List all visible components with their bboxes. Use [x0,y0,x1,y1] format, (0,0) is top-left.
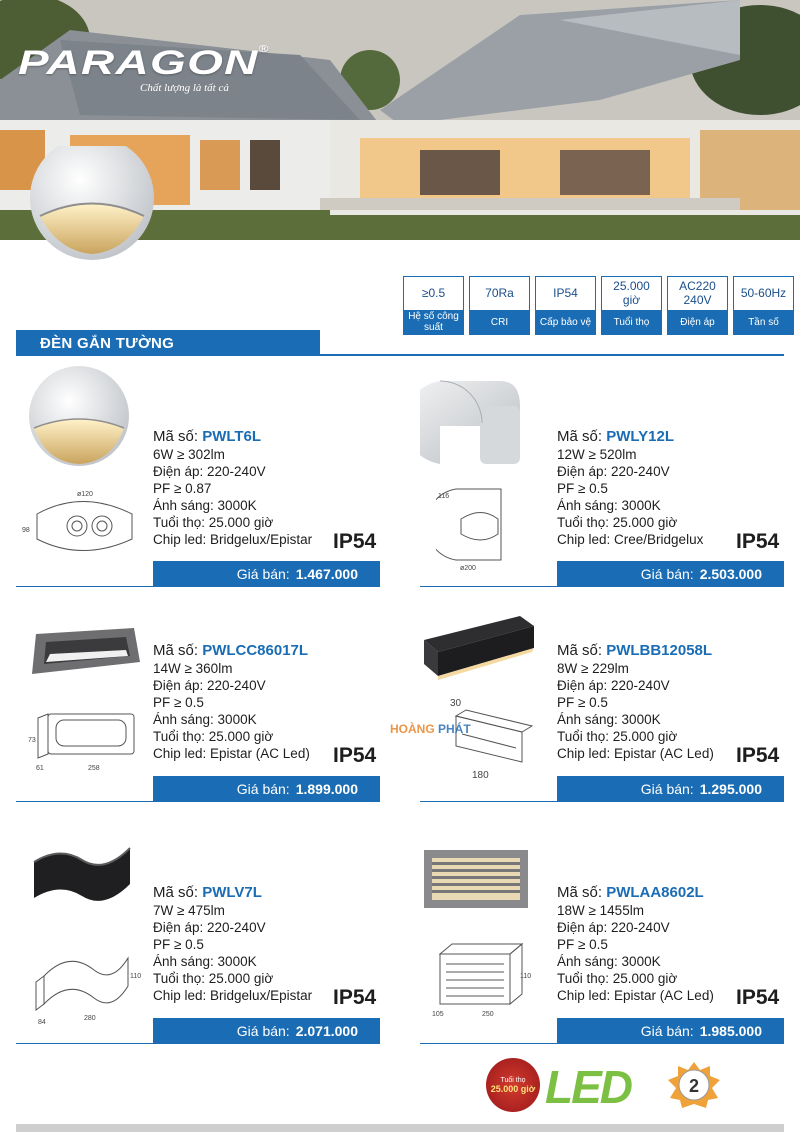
product-light: Ánh sáng: 3000K [153,712,257,727]
price-value: 2.071.000 [295,1023,358,1039]
dim-label: 116 [438,493,450,500]
price-bar [153,1018,380,1044]
product-life: Tuổi thọ: 25.000 giờ [557,971,678,986]
registered-mark: ® [258,44,270,55]
code-value: PWLCC86017L [202,642,309,659]
code-label: Mã số: [557,884,603,901]
dim-label: 73 [28,737,36,744]
dim-label: 250 [482,1011,494,1018]
product-info-pwlt6l [153,428,312,548]
lifetime-badge-label: Tuổi thọ [500,1077,526,1084]
led-logo: LED [545,1061,631,1113]
code-value: PWLV7L [202,884,262,901]
dim-label: ø120 [77,491,93,498]
product-pf: PF ≥ 0.5 [153,937,204,952]
product-voltage: Điện áp: 220-240V [153,464,266,479]
section-divider [16,354,784,356]
product-life: Tuổi thọ: 25.000 giờ [153,971,274,986]
product-code [153,884,312,901]
price-value: 2.503.000 [699,566,762,582]
product-image-pwlcc86017l [28,624,142,682]
product-code [557,884,714,901]
dim-label: 180 [472,770,489,781]
code-label: Mã số: [153,642,199,659]
dim-label: 105 [432,1011,444,1018]
price-label: Giá bán: [236,1023,290,1039]
price-bar [557,1018,784,1044]
brand-logo-text: PARAGON [18,44,259,82]
price-underline [420,1043,784,1044]
price-value: 1.985.000 [699,1023,762,1039]
spec-value: ≥0.5 [421,285,446,300]
watermark-left: HOÀNG [390,722,435,736]
lifetime-badge [486,1058,540,1112]
product-image-pwlbb12058l [420,614,536,684]
product-info-pwlv7l [153,884,312,1004]
warranty-years-badge [666,1060,722,1110]
code-label: Mã số: [153,428,199,445]
footer-bar [16,1124,784,1132]
product-voltage: Điện áp: 220-240V [153,678,266,693]
price-bar [557,776,784,802]
lifetime-badge-hours: 25.000 giờ [490,1084,536,1094]
product-chip: Chip led: Bridgelux/Epistar [153,532,313,547]
price-label: Giá bán: [640,781,694,797]
spec-power-factor [403,276,464,335]
product-life: Tuổi thọ: 25.000 giờ [153,729,274,744]
dim-label: 258 [88,765,100,772]
product-info-pwly12l [557,428,703,548]
code-label: Mã số: [153,884,199,901]
product-light: Ánh sáng: 3000K [557,712,661,727]
code-label: Mã số: [557,428,603,445]
diagram-pwly12l [436,484,526,570]
product-code [153,428,312,445]
spec-cri [469,276,530,335]
brand-logo [18,44,270,83]
product-image-pwlaa8602l [420,846,532,912]
price-value: 1.295.000 [699,781,762,797]
spec-label: Hệ số công suất [404,310,463,334]
product-voltage: Điện áp: 220-240V [557,678,670,693]
code-value: PWLBB12058L [606,642,713,659]
watermark [390,722,471,736]
price-label: Giá bán: [640,566,694,582]
ip-rating: IP54 [736,986,780,1009]
diagram-pwlaa8602l [426,934,542,1026]
spec-lifetime [601,276,662,335]
diagram-pwlbb12058l [436,696,536,782]
spec-value: 70Ra [485,285,514,300]
product-pf: PF ≥ 0.5 [557,481,608,496]
price-bar [153,561,380,587]
ip-rating: IP54 [333,744,377,767]
spec-frequency [733,276,794,335]
spec-label: Cấp bảo vệ [536,310,595,334]
spec-voltage [667,276,728,335]
product-life: Tuổi thọ: 25.000 giờ [557,729,678,744]
spec-label: Điện áp [668,310,727,334]
product-chip: Chip led: Bridgelux/Epistar [153,988,313,1003]
brand-tagline: Chất lượng là tất cả [140,82,229,94]
code-label: Mã số: [557,642,603,659]
watermark-right: PHÁT [438,722,471,736]
spec-value: IP54 [553,285,578,300]
code-value: PWLT6L [202,428,262,445]
ip-rating: IP54 [736,744,780,767]
dim-label: 280 [84,1015,96,1022]
product-pf: PF ≥ 0.5 [153,695,204,710]
product-code [557,642,714,659]
product-light: Ánh sáng: 3000K [153,954,257,969]
ip-rating: IP54 [333,986,377,1009]
spec-ip-rating [535,276,596,335]
dim-label: 110 [520,973,532,980]
product-light: Ánh sáng: 3000K [557,954,661,969]
dim-label: 98 [22,527,30,534]
price-underline [420,586,784,587]
product-voltage: Điện áp: 220-240V [153,920,266,935]
product-image-pwlv7l [30,840,134,912]
product-code [153,642,310,659]
price-label: Giá bán: [236,781,290,797]
price-bar [153,776,380,802]
product-light: Ánh sáng: 3000K [153,498,257,513]
price-label: Giá bán: [640,1023,694,1039]
price-label: Giá bán: [236,566,290,582]
diagram-pwlt6l [22,484,142,564]
product-pf: PF ≥ 0.87 [153,481,212,496]
section-title: ĐÈN GẮN TƯỜNG [40,335,175,352]
product-power: 12W ≥ 520lm [557,447,637,462]
product-chip: Chip led: Epistar (AC Led) [557,746,714,761]
product-power: 18W ≥ 1455lm [557,903,644,918]
spec-value: 50-60Hz [740,285,787,300]
diagram-pwlcc86017l [28,700,140,778]
product-power: 7W ≥ 475lm [153,903,225,918]
product-chip: Chip led: Epistar (AC Led) [557,988,714,1003]
price-bar [557,561,784,587]
product-info-pwlaa8602l [557,884,714,1004]
price-underline [16,801,380,802]
price-underline [16,1043,380,1044]
product-image-pwly12l [420,376,530,468]
product-life: Tuổi thọ: 25.000 giờ [557,515,678,530]
price-underline [16,586,380,587]
code-value: PWLY12L [606,428,674,445]
product-info-pwlbb12058l [557,642,714,762]
spec-label: Tần số [734,310,793,334]
product-pf: PF ≥ 0.5 [557,937,608,952]
ip-rating: IP54 [333,530,377,553]
ip-rating: IP54 [736,530,780,553]
dim-label: 30 [450,698,462,709]
dim-label: ø200 [460,565,476,570]
product-power: 6W ≥ 302lm [153,447,225,462]
hero-lamp-image [26,146,158,278]
spec-value: 25.000 giờ [613,278,650,307]
dim-label: 61 [36,765,44,772]
product-chip: Chip led: Epistar (AC Led) [153,746,310,761]
spec-label: Tuổi thọ [602,310,661,334]
product-light: Ánh sáng: 3000K [557,498,661,513]
product-chip: Chip led: Cree/Bridgelux [557,532,704,547]
product-power: 14W ≥ 360lm [153,661,233,676]
spec-value: AC220 240V [679,278,716,307]
warranty-years: 2 [688,1076,700,1096]
spec-summary [403,276,794,335]
product-voltage: Điện áp: 220-240V [557,920,670,935]
product-life: Tuổi thọ: 25.000 giờ [153,515,274,530]
spec-label: CRI [470,310,529,334]
dim-label: 110 [130,973,142,980]
product-image-pwlt6l [24,366,134,474]
diagram-pwlv7l [24,940,144,1026]
product-pf: PF ≥ 0.5 [557,695,608,710]
product-info-pwlcc86017l [153,642,310,762]
product-code [557,428,703,445]
product-voltage: Điện áp: 220-240V [557,464,670,479]
price-underline [420,801,784,802]
dim-label: 84 [38,1019,46,1026]
price-value: 1.467.000 [295,566,358,582]
price-value: 1.899.000 [295,781,358,797]
product-power: 8W ≥ 229lm [557,661,629,676]
code-value: PWLAA8602L [606,884,704,901]
